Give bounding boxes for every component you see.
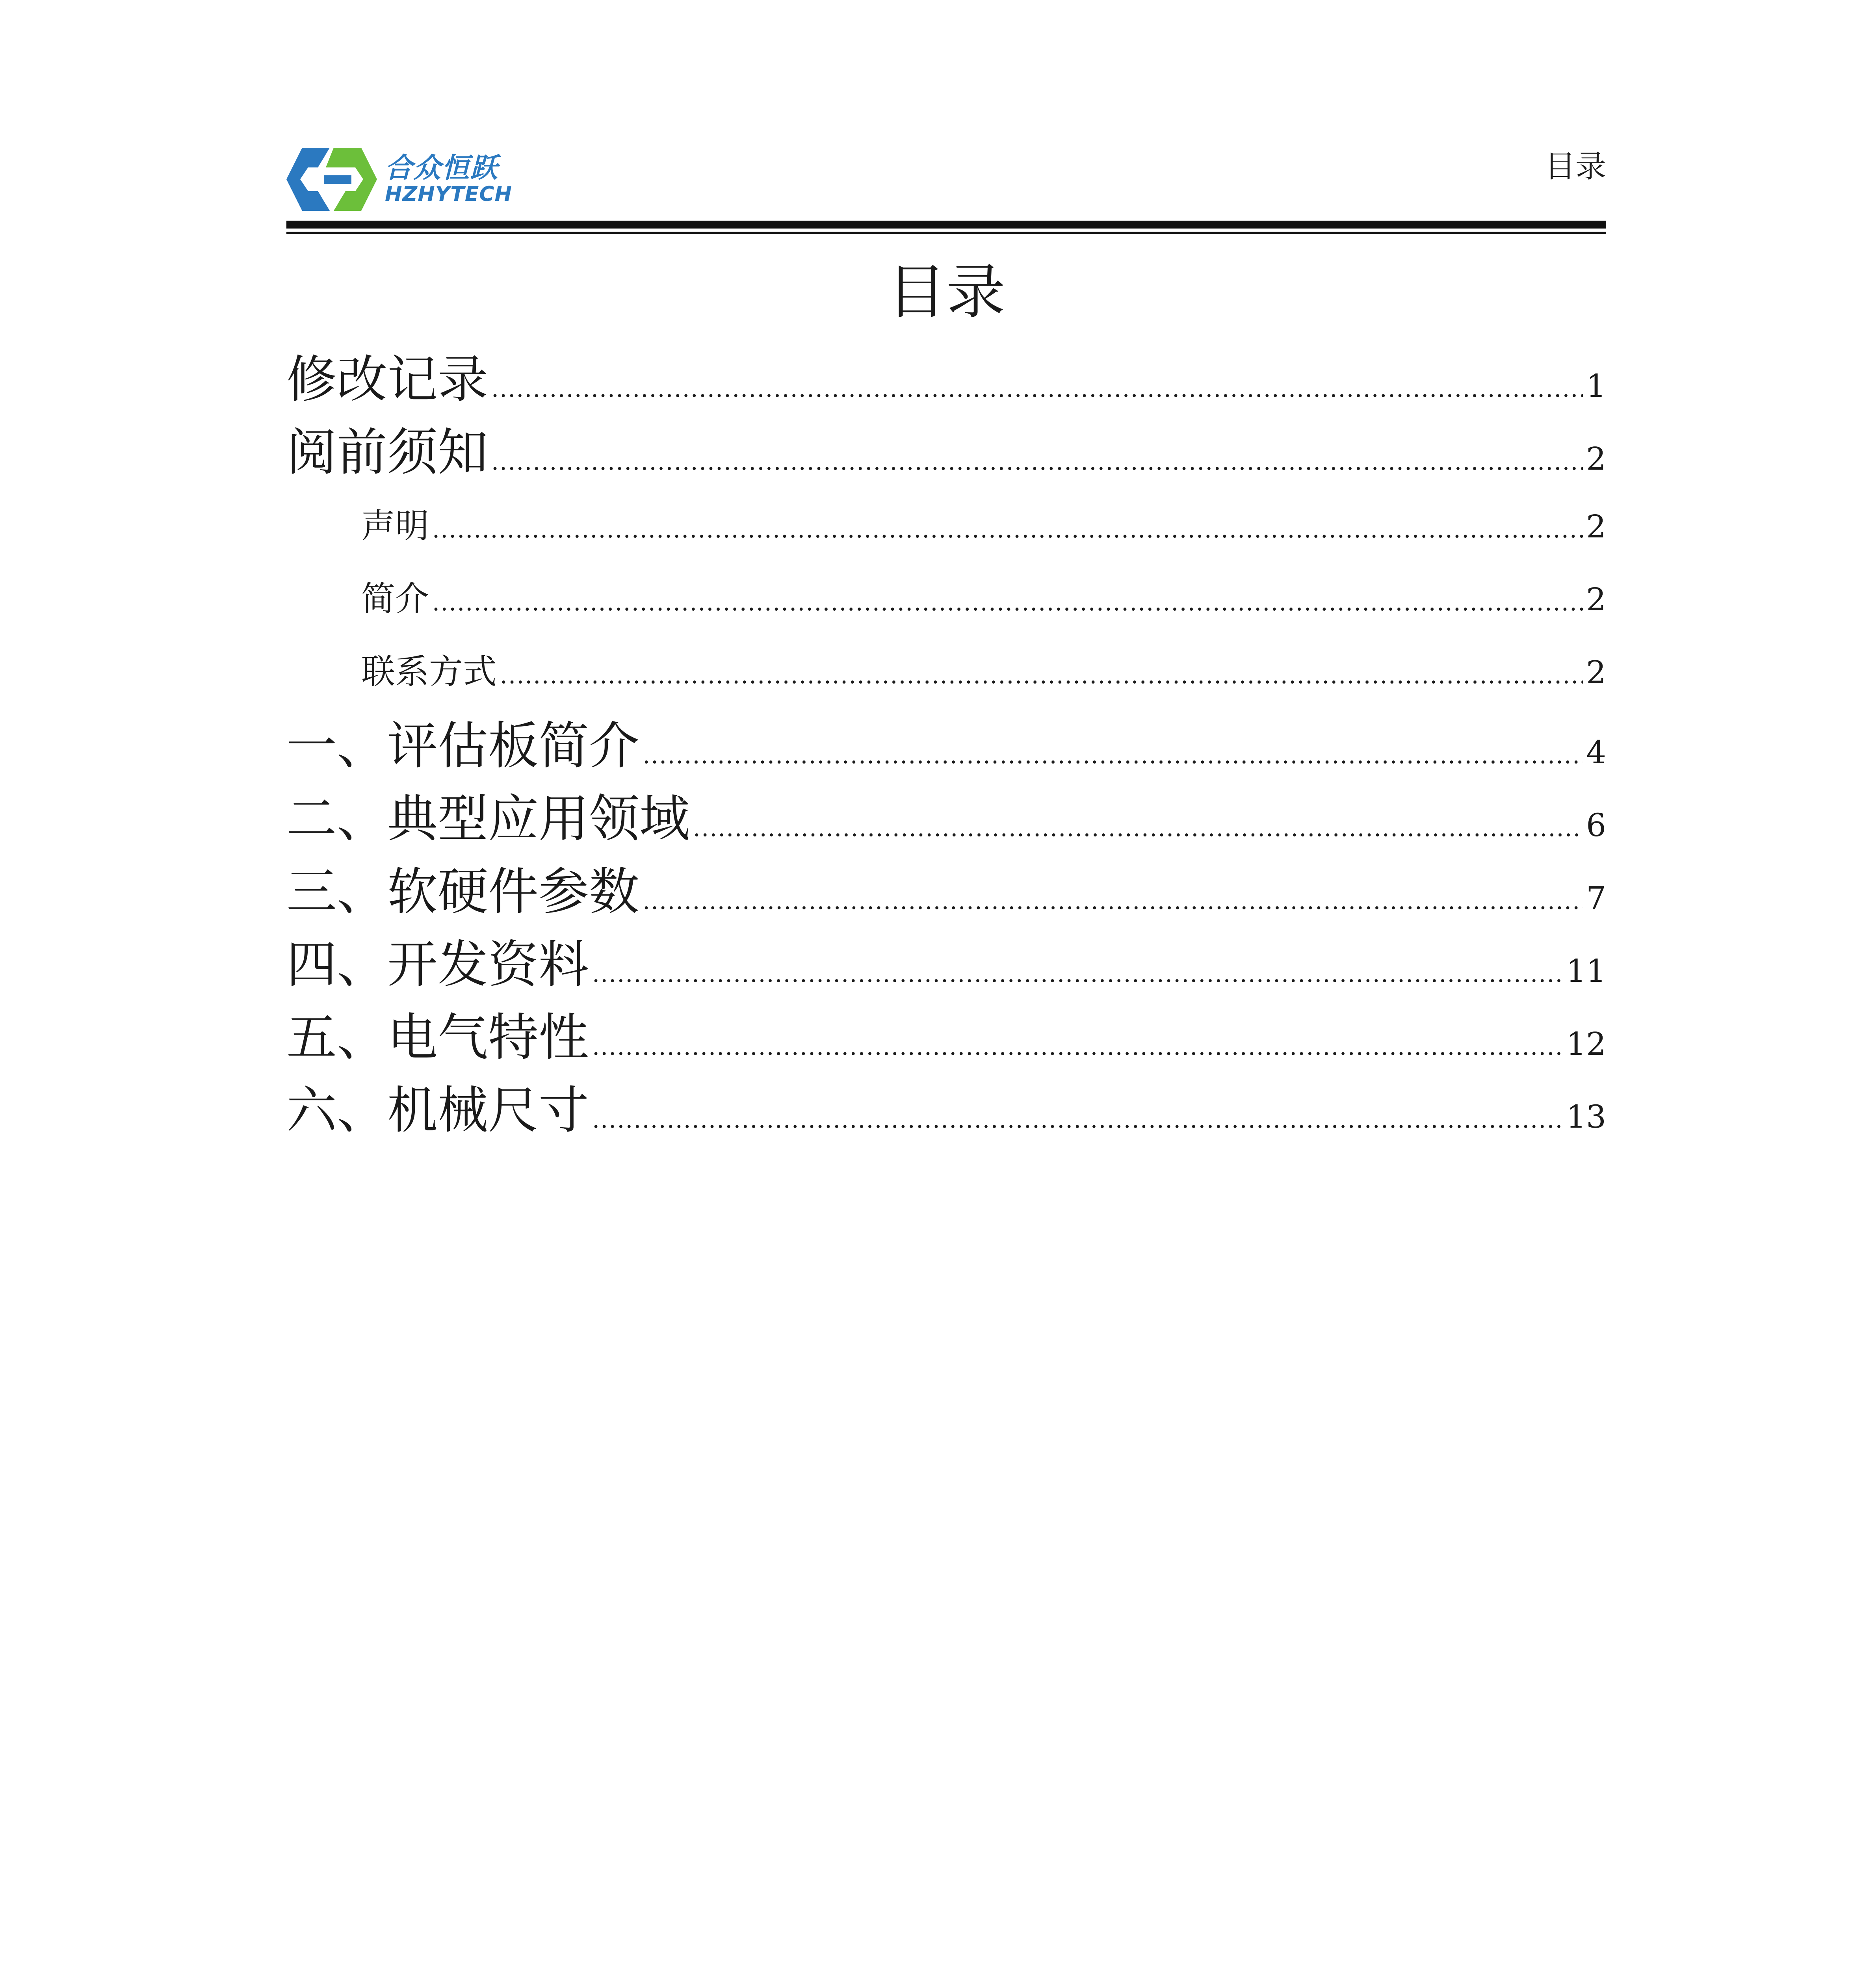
toc-entry-label: 二、典型应用领域 (286, 790, 690, 848)
page-header (286, 130, 1606, 225)
toc-entry[interactable] (286, 924, 1606, 996)
toc-entry-page: 2 (1586, 654, 1606, 691)
logo-english-name: HZHYTECH (385, 182, 513, 206)
toc-entry[interactable] (286, 571, 1606, 620)
toc-entry-label: 阅前须知 (286, 423, 489, 482)
toc-entry-label: 五、电气特性 (286, 1008, 589, 1067)
toc-entry[interactable] (286, 778, 1606, 851)
toc-leader-dots (432, 516, 1583, 543)
toc-entry-label: 六、机械尺寸 (286, 1081, 589, 1140)
toc-leader-dots (432, 589, 1583, 616)
toc-entry-page: 2 (1586, 508, 1606, 545)
header-rule-thin (286, 232, 1606, 234)
toc-entry-page: 2 (1586, 581, 1606, 618)
toc-entry-label: 三、软硬件参数 (286, 862, 640, 921)
toc-entry-label: 一、评估板简介 (286, 717, 640, 775)
toc-entry-label: 四、开发资料 (286, 935, 589, 994)
toc-leader-dots (643, 887, 1583, 915)
toc-leader-dots (491, 448, 1583, 476)
toc-entry-label: 联系方式 (361, 652, 497, 691)
toc-entry-page: 6 (1586, 807, 1606, 844)
toc-entry[interactable] (286, 1070, 1606, 1142)
toc-entry-label: 简介 (361, 579, 429, 619)
toc-entry[interactable] (286, 412, 1606, 484)
toc-entry-label: 声明 (361, 506, 429, 546)
toc-leader-dots (491, 375, 1583, 403)
header-rule-thick (286, 221, 1606, 229)
toc-entry-page: 1 (1586, 368, 1606, 404)
toc-leader-dots (592, 1106, 1563, 1134)
toc-leader-dots (592, 1033, 1563, 1061)
toc-title: 目录 (887, 258, 1005, 327)
toc-entry-page: 7 (1586, 880, 1606, 916)
toc-entry[interactable] (286, 339, 1606, 411)
toc-leader-dots (693, 814, 1583, 842)
company-logo (286, 142, 512, 217)
toc-entry-page: 11 (1566, 953, 1606, 989)
toc-entry-page: 4 (1586, 734, 1606, 771)
header-section-title: 目录 (1544, 149, 1606, 184)
toc-entry-label: 修改记录 (286, 350, 489, 409)
toc-leader-dots (643, 742, 1583, 769)
logo-mark-icon (286, 144, 377, 215)
toc-entry[interactable] (286, 498, 1606, 547)
toc-entry[interactable] (286, 997, 1606, 1069)
toc-entry[interactable] (286, 644, 1606, 693)
toc-entry-page: 13 (1566, 1098, 1606, 1135)
toc-leader-dots (500, 662, 1583, 689)
toc-leader-dots (592, 960, 1563, 988)
toc-entry[interactable] (286, 851, 1606, 924)
logo-chinese-name: 合众恒跃 (385, 152, 498, 184)
toc-entry-page: 12 (1566, 1026, 1606, 1062)
toc-entry[interactable] (286, 705, 1606, 778)
toc-entry-page: 2 (1586, 440, 1606, 477)
